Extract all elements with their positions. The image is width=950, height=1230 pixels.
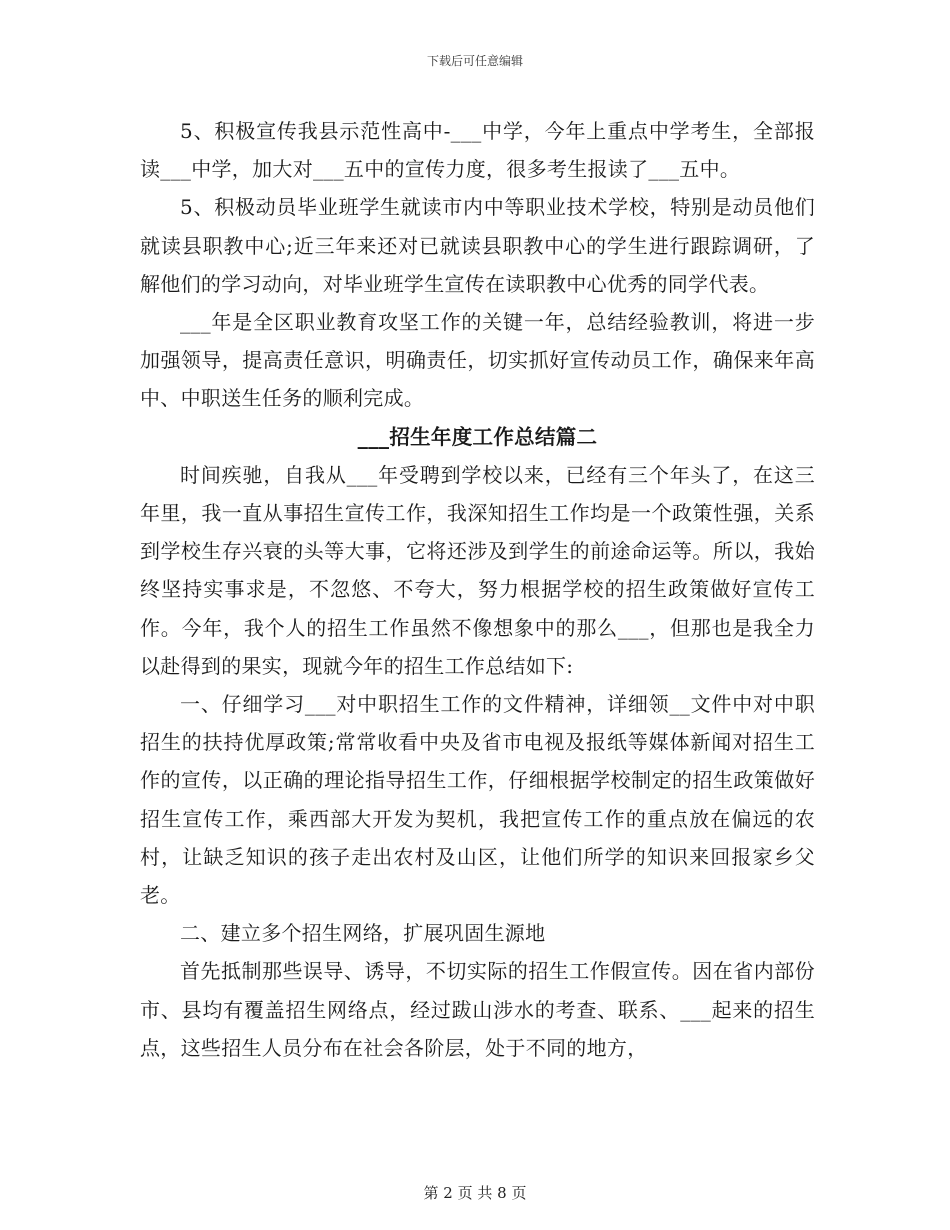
- paragraph: 二、建立多个招生网络，扩展巩固生源地: [180, 921, 546, 946]
- page-footer: 第 2 页 共 8 页: [423, 1184, 527, 1202]
- paragraph: ___年是全区职业教育攻坚工作的关键一年，总结经验教训，将进一步加强领导，提高责任意识，明确责任，切实抓好宣传动员工作，确保来年高中、中职送生任务的顺利完成。: [140, 310, 815, 411]
- section-heading: ___招生年度工作总结篇二: [357, 424, 598, 449]
- paragraph: 首先抵制那些误导、诱导，不切实际的招生工作假宣传。因在省内部份市、县均有覆盖招生网络点，经过跋山涉水的考查、联系、___起来的招生点，这些招生人员分布在社会各阶层，处于不同的地方，: [140, 959, 815, 1060]
- paragraph: 5、积极动员毕业班学生就读市内中等职业技术学校，特别是动员他们就读县职教中心;近三年来还对已就读县职教中心的学生进行跟踪调研，了解他们的学习动向，对毕业班学生宣传在读职教中心优秀的同学代表。: [140, 195, 815, 296]
- paragraph: 时间疾驰，自我从___年受聘到学校以来，已经有三个年头了，在这三年里，我一直从事招生宣传工作，我深知招生工作均是一个政策性强，关系到学校生存兴衰的头等大事，它将还涉及到学生的前途命运等。所以，我始终坚持实事求是，不忽悠、不夸大，努力根据学校的招生政策做好宣传工作。今年，我个人的招生工作虽然不像想象中的那么___，但那也是我全力以赴得到的果实，现就今年的招生工作总结如下:: [140, 462, 815, 678]
- paragraph: 5、积极宣传我县示范性高中-___中学，今年上重点中学考生，全部报读___中学，加大对___五中的宣传力度，很多考生报读了___五中。: [140, 119, 815, 182]
- page-header: 下载后可任意编辑: [426, 54, 523, 68]
- paragraph: 一、仔细学习___对中职招生工作的文件精神，详细领__文件中对中职招生的扶持优厚政策;常常收看中央及省市电视及报纸等媒体新闻对招生工作的宣传，以正确的理论指导招生工作，仔细根据学校制定的招生政策做好招生宣传工作，乘西部大开发为契机，我把宣传工作的重点放在偏远的农村，让缺乏知识的孩子走出农村及山区，让他们所学的知识来回报家乡父老。: [140, 692, 815, 908]
- document-body: [140, 112, 815, 1067]
